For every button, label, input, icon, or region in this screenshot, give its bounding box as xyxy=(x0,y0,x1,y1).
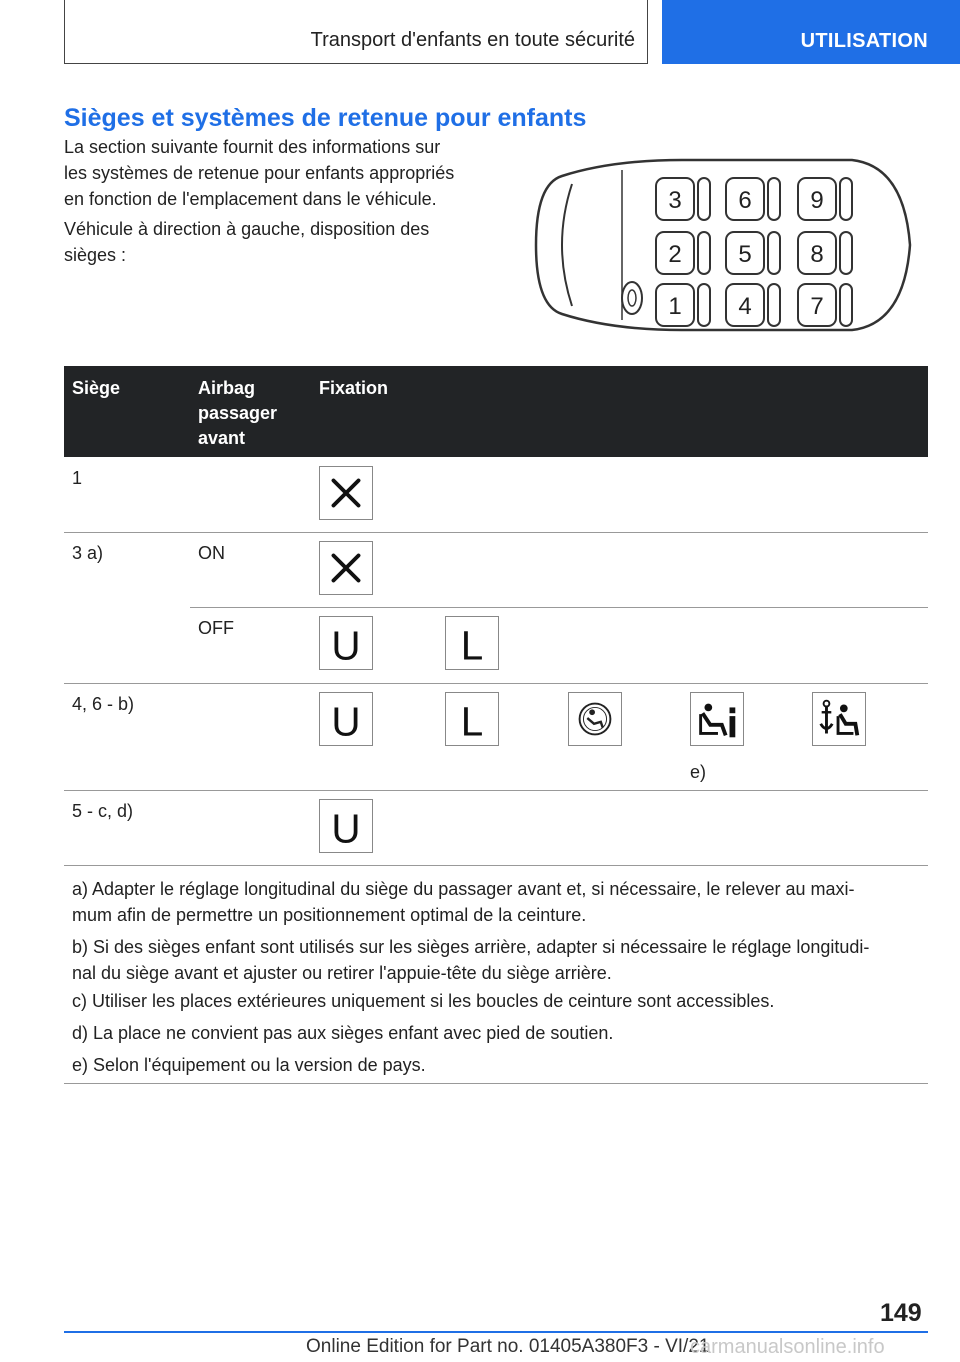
footnote-line: a) Adapter le réglage longitudinal du siège du passager avant et, si nécessaire, le relever au maxi- xyxy=(72,879,855,899)
row3-airbag: OFF xyxy=(198,618,234,638)
seat-position-1 xyxy=(656,284,710,326)
intro-paragraph-1 xyxy=(64,134,454,212)
footnote-a xyxy=(72,876,922,928)
footnote-e xyxy=(72,1052,922,1078)
footer-edition: Online Edition for Part no. 01405A380F3 - VI/21 xyxy=(306,1336,710,1357)
seat-number: 5 xyxy=(738,241,752,268)
intro-line: sièges : xyxy=(64,245,127,265)
l-category-icon xyxy=(445,692,499,746)
header-airbag-line: passager xyxy=(198,403,278,423)
seat-number: 7 xyxy=(810,293,824,320)
footnote-b xyxy=(72,934,922,986)
universal-u-icon xyxy=(319,799,373,853)
seat-position-9 xyxy=(798,178,852,220)
footnote-line: c) Utiliser les places extérieures uniquement si les boucles de ceinture sont accessibles. xyxy=(72,991,775,1011)
universal-u-icon xyxy=(319,616,373,670)
footnote-line: mum afin de permettre un positionnement optimal de la ceinture. xyxy=(72,905,587,925)
l-category-icon xyxy=(445,616,499,670)
seat-position-6 xyxy=(726,178,780,220)
footnote-line: nal du siège avant et ajuster ou retirer l'appuie-tête du siège arrière. xyxy=(72,963,612,983)
svg-text:U: U xyxy=(331,622,361,669)
intro-line: Véhicule à direction à gauche, disposition des xyxy=(64,219,430,239)
intro-line: les systèmes de retenue pour enfants appropriés xyxy=(64,163,455,183)
footnote-line: e) Selon l'équipement ou la version de pays. xyxy=(72,1055,426,1075)
row-divider xyxy=(64,683,928,684)
footnote-line: b) Si des sièges enfant sont utilisés sur les sièges arrière, adapter si nécessaire le réglage longitudi- xyxy=(72,937,870,957)
seat-position-3 xyxy=(656,178,710,220)
seat-number: 2 xyxy=(668,241,682,268)
row5-seat: 5 - c, d) xyxy=(72,801,134,821)
page-number: 149 xyxy=(880,1299,922,1327)
svg-text:U: U xyxy=(331,805,361,852)
header-airbag-line: Airbag xyxy=(198,378,256,398)
page-title: Sièges et systèmes de retenue pour enfants xyxy=(64,104,587,132)
not-allowed-icon xyxy=(319,466,373,520)
row2-airbag: ON xyxy=(198,543,225,563)
row-divider xyxy=(64,790,928,791)
row4-note: e) xyxy=(690,762,707,782)
header-seat: Siège xyxy=(72,378,121,398)
i-size-icon xyxy=(690,692,744,746)
watermark: carmanualsonline.info xyxy=(690,1336,885,1358)
intro-paragraph-2 xyxy=(64,216,429,268)
header-chapter-label: UTILISATION xyxy=(800,30,928,52)
seat-position-7 xyxy=(798,284,852,326)
seat-layout-diagram xyxy=(532,156,918,334)
header-section-title: Transport d'enfants en toute sécurité xyxy=(310,29,635,51)
header-fixation: Fixation xyxy=(319,378,389,398)
isofix-icon xyxy=(568,692,622,746)
top-tether-icon xyxy=(812,692,866,746)
row4-seat: 4, 6 - b) xyxy=(72,694,135,714)
table-header xyxy=(64,366,928,457)
seat-number: 3 xyxy=(668,187,682,214)
footnote-d xyxy=(72,1020,922,1046)
row1-seat: 1 xyxy=(72,468,83,488)
footnote-c xyxy=(72,988,922,1014)
footer-rule xyxy=(64,1331,928,1333)
not-allowed-icon xyxy=(319,541,373,595)
row-divider xyxy=(190,607,928,608)
seat-number: 8 xyxy=(810,241,824,268)
svg-text:L: L xyxy=(460,622,484,669)
header-section-box xyxy=(64,0,648,64)
intro-line: La section suivante fournit des informations sur xyxy=(64,137,441,157)
seat-position-8 xyxy=(798,232,852,274)
seat-position-2 xyxy=(656,232,710,274)
seat-number: 1 xyxy=(668,293,682,320)
notes-divider xyxy=(64,1083,928,1084)
header-airbag xyxy=(198,376,277,451)
seat-number: 6 xyxy=(738,187,752,214)
footnote-line: d) La place ne convient pas aux sièges enfant avec pied de soutien. xyxy=(72,1023,614,1043)
universal-u-icon xyxy=(319,692,373,746)
seat-number: 4 xyxy=(738,293,752,320)
svg-text:L: L xyxy=(460,698,484,745)
row-divider xyxy=(64,865,928,866)
intro-line: en fonction de l'emplacement dans le véhicule. xyxy=(64,189,437,209)
seat-number: 9 xyxy=(810,187,824,214)
svg-text:U: U xyxy=(331,698,361,745)
seat-position-4 xyxy=(726,284,780,326)
header-airbag-line: avant xyxy=(198,428,246,448)
row-divider xyxy=(64,532,928,533)
header-chapter-tab[interactable] xyxy=(662,0,960,64)
row2-seat: 3 a) xyxy=(72,543,104,563)
seat-position-5 xyxy=(726,232,780,274)
